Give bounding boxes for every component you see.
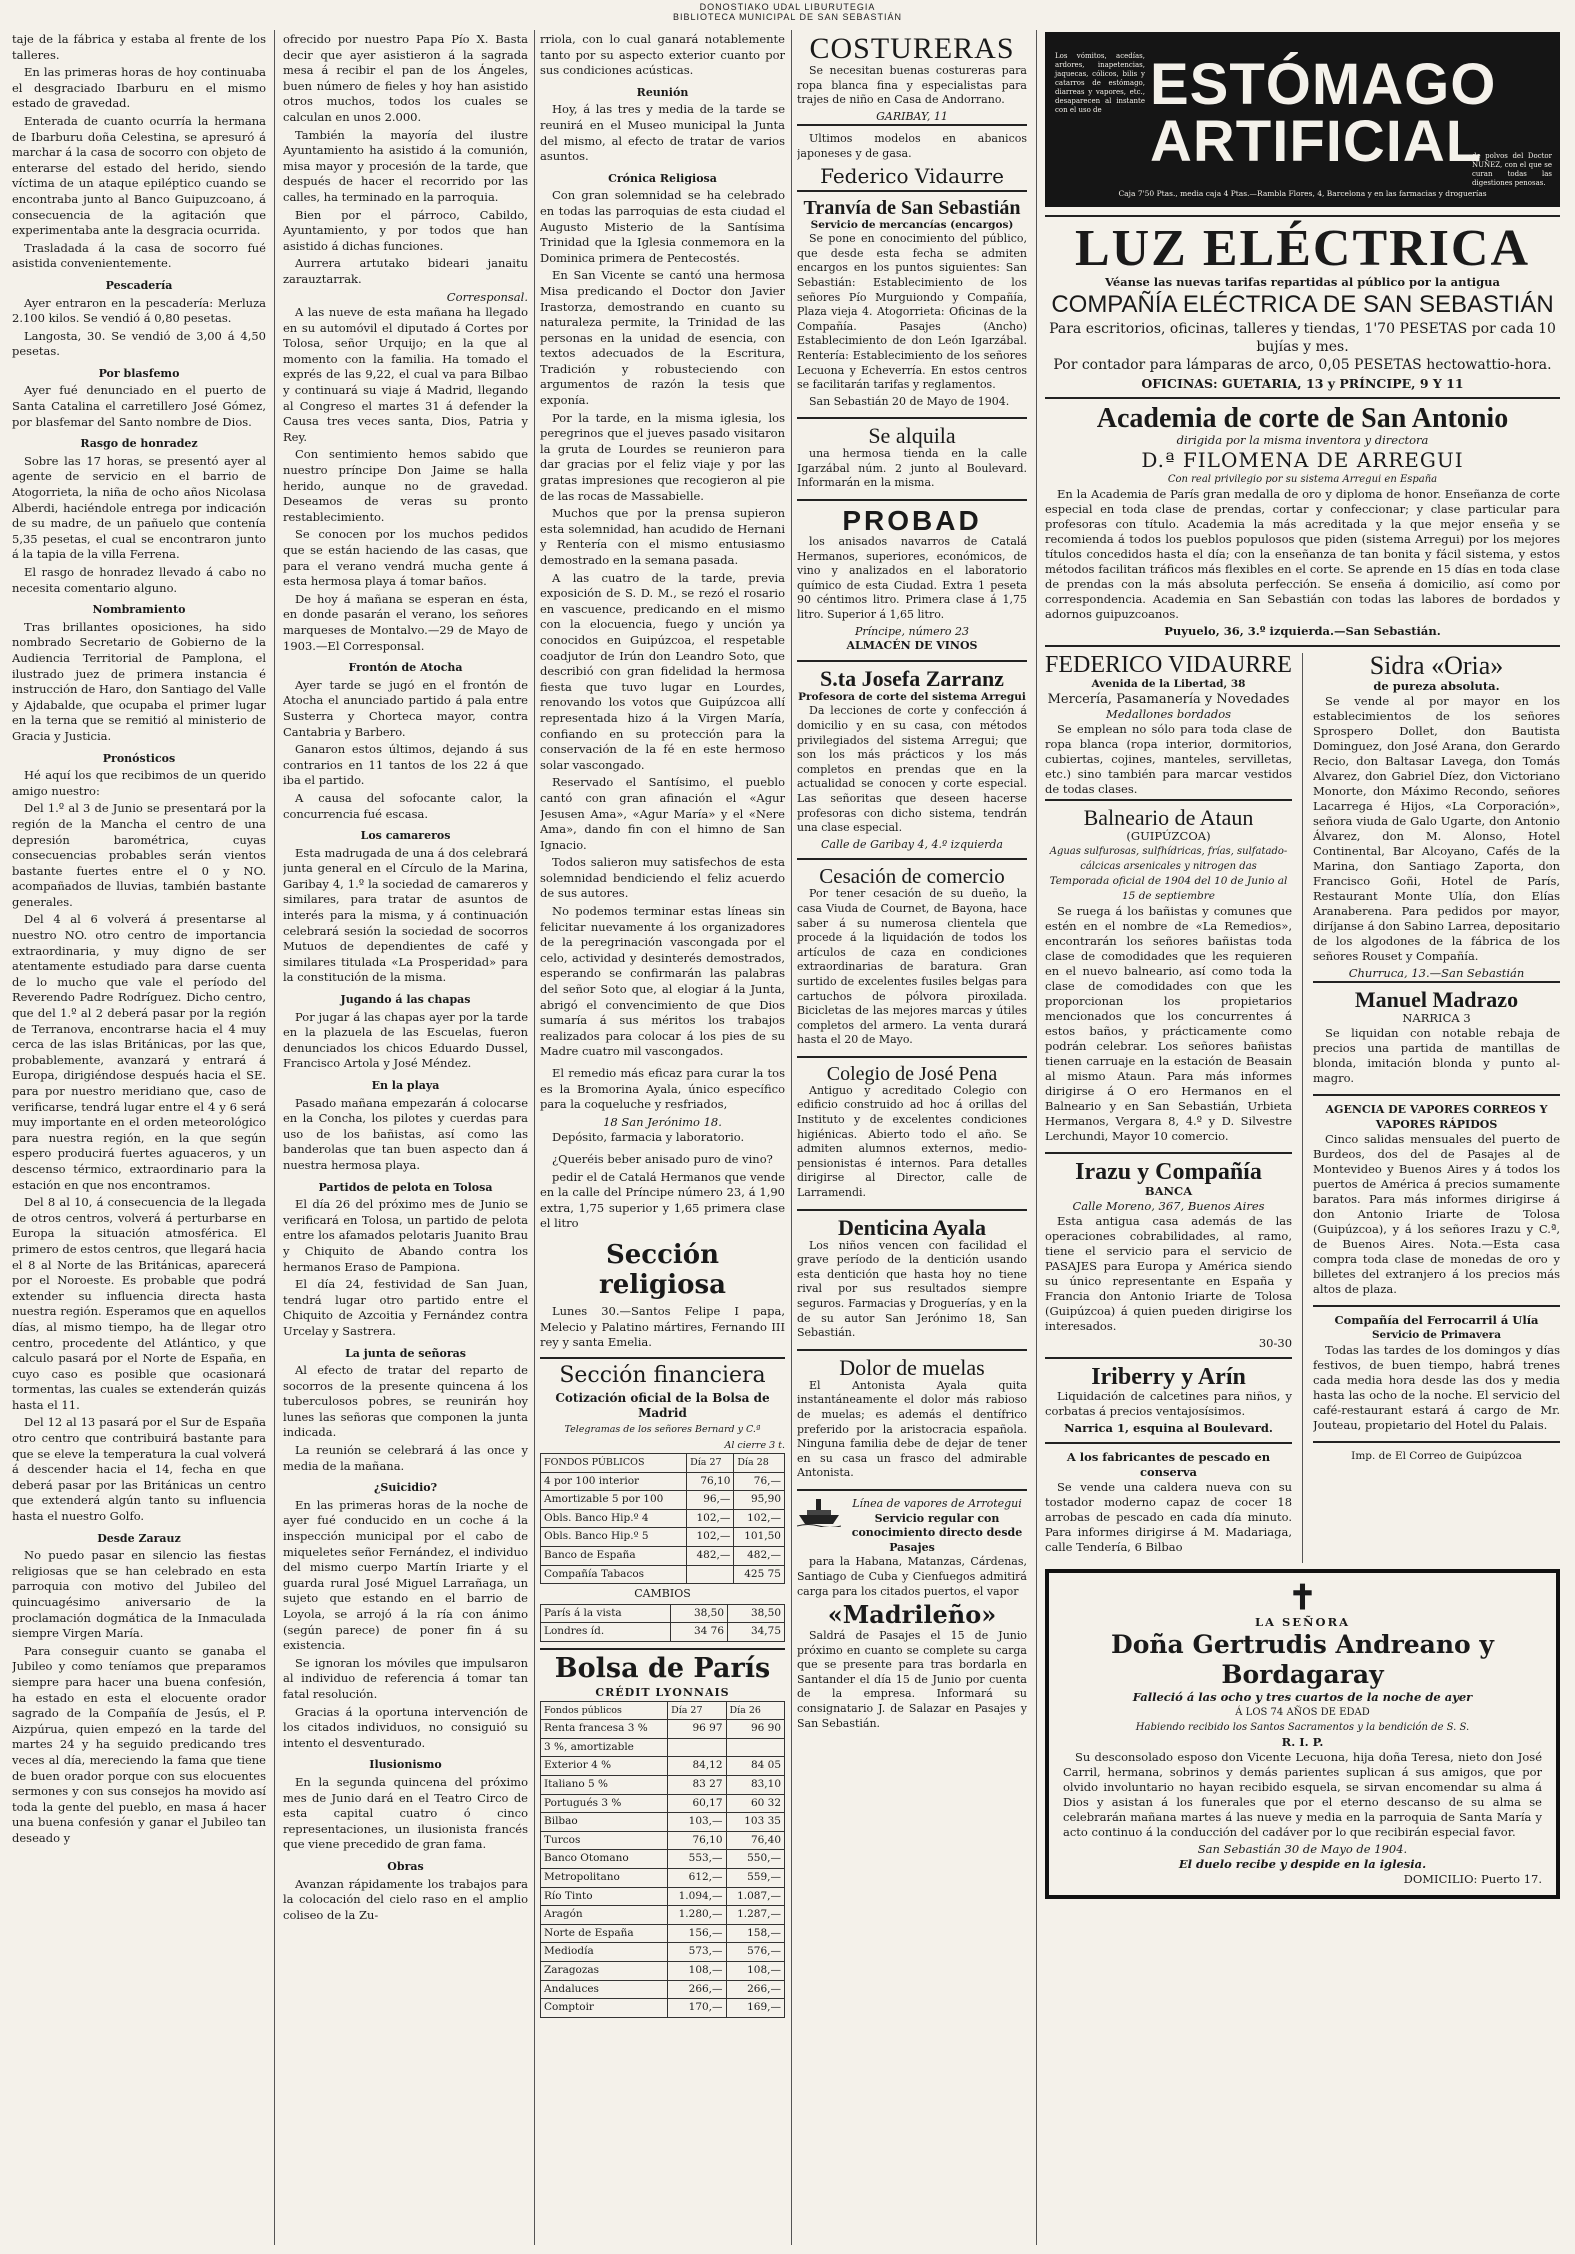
table-row <box>541 1528 785 1547</box>
table-cell-label: Banco de España <box>541 1547 687 1566</box>
paragraph: En San Vicente se cantó una hermosa Misa predicando el Doctor don Javier Irastorza, demostrando en cuanto su naturaleza permite, la Trinidad de las personas en la unidad de esencia, con textos adecuados de la Escritura, Tradición y robusteciendo con argumentos de razón la tesis que exponía. <box>540 268 785 408</box>
ad-text: Los niños vencen con facilidad el grave período de la dentición usando esta dentición que hasta hoy no tiene rival por sus resultados siempre seguros. Farmacias y Droguerías, y en la de su autor San Jerónimo 18, San Sebastián. <box>797 1238 1027 1340</box>
table-row <box>541 1980 785 1999</box>
ad-estomago-line2: ARTIFICIAL <box>1150 109 1483 174</box>
ad-madrazo-title: Manuel Madrazo <box>1354 987 1519 1012</box>
table-cell-value: 83,10 <box>726 1776 784 1795</box>
paragraph: Lunes 30.—Santos Felipe I papa, Melecio y Palatino mártires, Fernando III rey y santa Emelia. <box>540 1303 785 1350</box>
ad-text: Caja 7'50 Ptas., media caja 4 Ptas.—Rambla Flores, 4, Barcelona y en las farmacias y droguerías <box>1118 189 1487 198</box>
table-cell-value: 76,— <box>734 1472 785 1491</box>
table-header: Día 28 <box>734 1454 785 1473</box>
table-cell-value: 38,50 <box>728 1604 785 1623</box>
column-rule <box>274 30 275 2245</box>
paragraph: El día 26 del próximo mes de Junio se verificará en Tolosa, un partido de pelota entre los afamados pelotaris Juanito Brau y Chiquito de Abando contra los hermanos Eraso de Pampiona. <box>283 1197 528 1274</box>
table-row <box>541 1623 785 1642</box>
paragraph: Del 12 al 13 pasará por el Sur de España otro centro que contribuirá bastante para que se eleve la temperatura la cual volverá á descender hacia el 14, fecha en que deberá pasar por las Británicas un centro que extenderá algún tanto su influencia hasta el nuestro Golfo. <box>12 1415 266 1524</box>
section-heading: Jugando á las chapas <box>340 993 471 1007</box>
paragraph: Todos salieron muy satisfechos de esta solemnidad bendiciendo el feliz acuerdo de sus autores. <box>540 855 785 901</box>
paragraph: Muchos que por la prensa supieron esta solemnidad, han acudido de Hernani y Rentería con el mismo entusiasmo demostrado en la semana pasada. <box>540 506 785 567</box>
column-1 <box>12 32 266 2242</box>
ad-estomago-line1: ESTÓMAGO <box>1150 52 1497 117</box>
ad-subtitle: Medallones bordados <box>1105 707 1232 721</box>
table-cell-value: 60,17 <box>668 1794 726 1813</box>
table-row <box>541 1757 785 1776</box>
notice-text: Su desconsolado esposo don Vicente Lecuona, hija doña Teresa, nieto don José Carril, hermana, sobrinos y demás parientes suplican á sus amigos, que por olvido involuntario no hayan recibido esquela, se sirvan encomendar su alma á Dios y asistan á los funerales que por el eterno descanso de su alma se celebrarán mañana martes á las nueve y media en la parroquia de Santa María y acto continuo á la conducción del cadáver por lo que recibirán especial favor. <box>1063 1750 1542 1839</box>
ad-text: Se liquidan con notable rebaja de precios una partida de mantillas de blonda, imitación blonda y punto al-magro. <box>1313 1026 1560 1085</box>
table-row <box>541 1776 785 1795</box>
printer-line: Imp. de El Correo de Guipúzcoa <box>1313 1441 1560 1470</box>
paragraph: Langosta, 30. Se vendió de 3,00 á 4,50 pesetas. <box>12 328 266 359</box>
notice-rip: R. I. P. <box>1281 1735 1324 1749</box>
ad-subtitle: Servicio de Primavera <box>1371 1329 1502 1341</box>
ad-store: ALMACÉN DE VINOS <box>846 639 978 653</box>
table-row <box>541 1794 785 1813</box>
table-row <box>541 1720 785 1739</box>
cambios-table <box>540 1604 785 1642</box>
table-cell-value: 266,— <box>726 1980 784 1999</box>
paragraph: Sobre las 17 horas, se presentó ayer al agente de servicio en el barrio de Atogorrieta, la niña de ocho años Nicolasa Alberdi, haciéndole entrega por indicación de su madre, de un pañuelo que contenía 5,35 pesetas, el cual se encontraron junto á la tapia de la villa Ferrena. <box>12 453 266 562</box>
section-heading: La junta de señoras <box>345 1346 466 1360</box>
credit-lyonnais: CRÉDIT LYONNAIS <box>595 1686 730 1700</box>
ad-address: Calle de Garibay 4, 4.º izquierda <box>821 837 1003 851</box>
ad-dolor-title: Dolor de muelas <box>839 1354 985 1380</box>
table-row <box>541 1565 785 1584</box>
table-cell-value: 34,75 <box>728 1623 785 1642</box>
table-cell-value: 108,— <box>668 1961 726 1980</box>
ad-text: Se vende una caldera nueva con su tostador moderno capaz de cocer 18 arrobas de pescado en cada día minuto. Para informes dirigirse á M. Madariaga, calle Tendería, 6 Bilbao <box>1045 1480 1293 1554</box>
ad-text: una hermosa tienda en la calle Igarzábal núm. 2 junto al Boulevard. Informarán en la misma. <box>797 447 1027 490</box>
table-row <box>541 1509 785 1528</box>
paragraph: Avanzan rápidamente los trabajos para la colocación del cielo raso en el amplio coliseo de la Zu- <box>283 1876 528 1922</box>
table-cell-value: 76,10 <box>668 1831 726 1850</box>
quote-close: Al cierre 3 t. <box>724 1439 785 1451</box>
paragraph: Enterada de cuanto ocurría la hermana de Ibarburu doña Celestina, se apresuró á marchar á la casa de socorro con objeto de enterarse del estado del herido, siendo víctima de un ataque epiléptico cuando se encontraba junto al Banco Guipuzcoano, á consecuencia de la agitación que experimentaba ante la desgracia ocurrida. <box>12 113 266 238</box>
ad-costureras-title: COSTURERAS <box>809 32 1015 65</box>
paragraph: Reservado el Santísimo, el pueblo cantó con gran afinación el «Agur Jesusen Ama», «Agur María» y el «Nere Ama», dando fin con el himno de San Ignacio. <box>540 775 785 852</box>
ad-text: Se vende al por mayor en los establecimientos de los señores Sprospero Dollet, don Bautista Dominguez, don José Arana, don Gerardo Recio, don Baltasar Lavega, don Tomás Alvarez, don Gabriel Díez, don Victoriano Monorte, don Máximo Recondo, señores Lacarrega é Hijos, «La Corporación», señora viuda de Galo Ugarte, don Antonio Álvarez, don M. Alonso, Hotel Continental, Bar Alcoyano, Cafés de la Marina, don Santiago Zaporta, don Francisco Goñi, Hotel de París, Restaurant Monte Ulía, don Elías Aranaberena. Para pedidos por mayor, diríjanse á don Sabino Larrea, depositario de los algodones de la fábrica de los señores Rouset y Compañía. <box>1313 694 1560 963</box>
ad-text: Cinco salidas mensuales del puerto de Burdeos, dos del de Pasajes al de Montevideo y Buenos Aires y á todos los puertos de América á precios sumamente baratos. Para más informes dirigirse á don Antonio Iriarte de Tolosa (Guipúzcoa), y á los señores Irazu y C.ª, de Buenos Aires. Nota.—Esta casa compra toda clase de monedas de oro y billetes del extranjero á los precios más altos de plaza. <box>1313 1132 1560 1296</box>
ad-academia-name: D.ª FILOMENA DE ARREGUI <box>1141 448 1464 472</box>
table-cell-value: 38,50 <box>671 1604 728 1623</box>
address-line: 18 San Jerónimo 18. <box>603 1114 722 1129</box>
paragraph: Con sentimiento hemos sabido que nuestro príncipe Don Jaime se halla herido, aunque no de gravedad. Deseamos de veras su pronto restablecimiento. <box>283 447 528 524</box>
section-heading: En la playa <box>371 1079 440 1092</box>
ship-name: «Madrileño» <box>827 1600 997 1630</box>
column-rule <box>791 30 792 2245</box>
paragraph: Del 1.º al 3 de Junio se presentará por la región de la Mancha el centro de una depresión barométrica, cuyas consecuencias probables serán vientos bastante fuertes entre el 0 y NO. acompañados de lluvias, también bastante generales. <box>12 801 266 909</box>
table-row <box>541 1813 785 1832</box>
table-row <box>541 1961 785 1980</box>
paragraph: Con gran solemnidad se ha celebrado en todas las parroquias de esta ciudad el Augusto Misterio de la Santísima Trinidad que la Iglesia conmemora en la Dominica primera de Pentecostés. <box>540 188 785 265</box>
col5-left-subcolumn <box>1045 653 1292 1563</box>
section-heading: Rasgo de honradez <box>80 437 198 451</box>
ad-text: Se necesitan buenas costureras para ropa blanca fina y especialistas para trajes de niño en Casa de Andorrano. <box>797 64 1027 107</box>
ad-subtitle: dirigida por la misma inventora y directora <box>1176 433 1429 447</box>
quote-source: Telegramas de los señores Bernard y C.ª <box>564 1423 761 1435</box>
paragraph: Ayer entraron en la pescadería: Merluza 2.100 kilos. Se vendió á 0,80 pesetas. <box>12 295 266 326</box>
table-cell-label: Londres íd. <box>541 1623 671 1642</box>
table-cell-label: Norte de España <box>541 1924 668 1943</box>
ad-subtitle: de pureza absoluta. <box>1373 679 1500 693</box>
table-cell-label: Amortizable 5 por 100 <box>541 1491 687 1510</box>
table-row <box>541 1906 785 1925</box>
ad-address: Príncipe, número 23 <box>855 624 969 638</box>
table-row <box>541 1850 785 1869</box>
table-cell-value: 96 97 <box>668 1720 726 1739</box>
notice-address: DOMICILIO: Puerto 17. <box>1403 1872 1542 1886</box>
section-heading: Pescadería <box>105 278 173 292</box>
paragraph: rriola, con lo cual ganará notablemente tanto por su aspecto exterior cuanto por sus condiciones acústicas. <box>540 32 785 78</box>
column-rule <box>534 30 535 2245</box>
paragraph: Hé aquí los que recibimos de un querido amigo nuestro: <box>12 768 266 798</box>
table-cell-value: 102,— <box>734 1509 785 1528</box>
paragraph: Del 8 al 10, á consecuencia de la llegada de otros centros, volverá á perturbarse en Europa la situación atmosférica. El primero de estos centros, que llegará hacia el 8 al Norte de las Británicas, aparecerá por el Noroeste. Es probable que podrá extender su influencia directa hasta nuestra región. Esperamos que en aquellos días, al mismo tiempo, ha de llegar otro centro, procedente del Atlántico, y que calculo pasará por el Norte de España, en cuyo caso es posible que ocasionará tormentas, las cuales se extenderán quizás hasta el 11. <box>12 1195 266 1412</box>
table-cell-label: 3 %, amortizable <box>541 1738 668 1757</box>
table-row <box>541 1491 785 1510</box>
ad-denticina-title: Denticina Ayala <box>837 1214 987 1240</box>
ad-subtitle: Servicio de mercancías (encargos) <box>810 218 1014 231</box>
ad-season: Temporada oficial de 1904 del 10 de Junio al 15 de septiembre <box>1049 875 1288 902</box>
ad-text: Por tener cesación de su dueño, la casa Viuda de Cournet, de Bayona, hace saber á su numerosa clientela que procede á la liquidación de todos los artículos de caza en condiciones extraordinarias de baratura. Gran surtido de excelentes fusiles belgas para cartuchos de pólvora piroxilada. Bicicletas de las mejores marcas y útiles completos del armero. La venta durará hasta el 20 de Mayo. <box>797 887 1027 1047</box>
ad-text: Por contador para lámparas de arco, 0,05 PESETAS hectowattio-hora. <box>1053 357 1552 373</box>
table-cell-label: Andaluces <box>541 1980 668 1999</box>
paragraph: No podemos terminar estas líneas sin felicitar nuevamente á los organizadores de la peregrinación vascongada por el celo, actividad y desinterés demostrados, esperando se confirmarán las palabras del señor Soto que, al elogiar á la Junta, abrigó el convencimiento de que Dios sumaría á sus méritos los trabajos realizados para colocar á los pies de su Madre cuatro mil vascongados. <box>540 904 785 1059</box>
table-cell-value: 60 32 <box>726 1794 784 1813</box>
ad-text: En la Academia de París gran medalla de oro y diploma de honor. Enseñanza de corte especial en toda clase de prendas, cortar y confeccionar; y clase particular para profesoras con título. Academia la más acreditada y la que mejor enseña y se recomienda á todos los pueblos populosos que piden (sistema Arregui) por los mejores títulos concedidos hasta el día; con la enseñanza de tan bonita y fácil sistema, y estos métodos facilitan tráficos más flexibles en el corte. Se aprende en 15 días en toda clase de prendas con la más absoluta perfección. Se enseña á domicilio, así como por correspondencia. Academia en San Sebastián con todas las labores de bordados y adornos guipuzcoanos. <box>1045 487 1560 621</box>
signature: Corresponsal. <box>446 289 528 304</box>
deceased-name: Doña Gertrudis Andreano y Bordagaray <box>1111 1630 1494 1689</box>
paragraph: A causa del sofocante calor, la concurrencia fué escasa. <box>283 790 528 821</box>
ad-text: Los vómitos, acedías, ardores, inapetencias, jaquecas, cólicos, bilis y catarros de estómago, diarreas y vapores, etc., desaparecen al instante con el uso de <box>1055 52 1145 114</box>
paragraph: Pasado mañana empezarán á colocarse en la Concha, los pilotes y cuerdas para uso de los bañistas, así como las banderolas que tan buen aspecto dan á nuestra hermosa playa. <box>283 1095 528 1172</box>
ad-luz-title: LUZ ELÉCTRICA <box>1074 220 1531 277</box>
notice-text: El duelo recibe y despide en la iglesia. <box>1178 1857 1427 1871</box>
table-cell-value: 169,— <box>726 1999 784 2018</box>
table-cell-value: 101,50 <box>734 1528 785 1547</box>
section-heading: Obras <box>387 1859 424 1873</box>
table-cell-value: 612,— <box>668 1868 726 1887</box>
paragraph: Ayer fué denunciado en el puerto de Santa Catalina el carretillero José Gómez, por blasfemar del Santo nombre de Dios. <box>12 383 266 429</box>
library-stamp <box>0 2 1575 22</box>
table-cell-value: 108,— <box>726 1961 784 1980</box>
ad-subtitle: Véanse las nuevas tarifas repartidas al público por la antigua <box>1104 275 1500 289</box>
table-header: FONDOS PÚBLICOS <box>541 1454 687 1473</box>
table-cell-label: Zaragozas <box>541 1961 668 1980</box>
table-cell-label: Metropolitano <box>541 1868 668 1887</box>
ad-text: El Antonista Ayala quita instantáneamente el dolor más rabioso de muelas; es además el dentífrico preferido por la aristocracia española. Ninguna familia debe de dejar de tener en su casa un frasco del admirable Antonista. <box>797 1378 1027 1480</box>
ad-text: los anisados navarros de Catalá Hermanos, superiores, económicos, de vino y analizados en el laboratorio químico de esta Ciudad. Extra 1 peseta 90 céntimos litro. Primera clase á 1,75 litro. Superior á 1,65 litro. <box>797 535 1027 622</box>
paragraph: Esta madrugada de una á dos celebrará junta general en el Círculo de la Marina, Garibay 4, 1.º la sociedad de camareros y similares, para tratar de asuntos de interés para la misma, y á continuación celebrará sesión la sociedad de socorros Mutuos de dependientes de café y similares titulada «La Prosperidad» para la constitución de la misma. <box>283 845 528 985</box>
table-cell-label: Obls. Banco Hip.º 4 <box>541 1509 687 1528</box>
ad-probad-title: PROBAD <box>842 505 982 537</box>
ad-address: Puyuelo, 36, 3.º izquierda.—San Sebastián. <box>1164 624 1441 638</box>
paragraph: No puedo pasar en silencio las fiestas religiosas que se han celebrado en esta parroquia con motivo del Jubileo del quincuagésimo aniversario de la proclamación dogmática de la Inmaculada siempre Virgen María. <box>12 1548 266 1641</box>
ad-vidaurre-title: FEDERICO VIDAURRE <box>1045 653 1292 678</box>
table-header: Día 26 <box>726 1701 784 1720</box>
stamp-line-1: DONOSTIAKO UDAL LIBURUTEGIA <box>699 2 876 12</box>
paragraph: A las cuatro de la tarde, previa exposición de S. D. M., se rezó el rosario en vascuence, predicando en el mismo con la elocuencia, fuego y unción ya conocidos en Guipúzcoa, el respetable coadjutor de Irún don Leandro Soto, que describió con gran fidelidad la hermosa fiesta que tuvo lugar en Lourdes, renovando los votos que Guipúzcoa allí representada hizo á la Virgen María, confiando en su protección para la conservación de la fé en este hermoso solar vascongado. <box>540 570 785 772</box>
paragraph: El día 24, festividad de San Juan, tendrá lugar otro partido entre el Chiquito de Azcoitia y Fernández contra Urcelay y Sastrera. <box>283 1277 528 1338</box>
paragraph: Ganaron estos últimos, dejando á sus contrarios en 11 tantos de los 22 á que iba el partido. <box>283 742 528 788</box>
table-cell-value: 170,— <box>668 1999 726 2018</box>
paragraph: pedir el de Catalá Hermanos que vende en la calle del Príncipe número 23, á 1,90 extra, 1,75 superior y 1,65 primera clase el litro <box>540 1169 785 1231</box>
section-heading: ¿Suicidio? <box>373 1481 438 1495</box>
section-heading: Por blasfemo <box>98 366 180 380</box>
table-row <box>541 1604 785 1623</box>
column-5 <box>1045 32 1560 2242</box>
table-cell-value: 158,— <box>726 1924 784 1943</box>
table-cell-value: 573,— <box>668 1943 726 1962</box>
column-4 <box>797 32 1027 2242</box>
table-cell-value: 1.087,— <box>726 1887 784 1906</box>
table-cell-value: 102,— <box>687 1528 734 1547</box>
paragraph: ofrecido por nuestro Papa Pío X. Basta decir que ayer asistieron á la sagrada mesa á recibir el pan de los Ángeles, buen número de fieles y hoy han asistido otros muchos, todos los cuales se calculan en unos 2.000. <box>283 32 528 124</box>
table-cell-value: 103,— <box>668 1813 726 1832</box>
table-cell-value: 553,— <box>668 1850 726 1869</box>
ad-text: Liquidación de calcetines para niños, y corbatas á precios ventajosísimos. <box>1045 1389 1293 1418</box>
paragraph: Depósito, farmacia y laboratorio. <box>552 1130 745 1145</box>
ad-address: Calle Moreno, 367, Buenos Aires <box>1072 1199 1265 1213</box>
paragraph: Se conocen por los muchos pedidos que se están haciendo de las casas, que para el verano vendrá mucha gente á esta hermosa playa á tomar baños. <box>283 527 528 589</box>
table-header: Fondos públicos <box>541 1701 668 1720</box>
table-cell-value: 482,— <box>687 1547 734 1566</box>
paragraph: En las primeras horas de hoy continuaba el desgraciado Ibarburu en el mismo estado de gravedad. <box>12 65 266 111</box>
ad-text: de polvos del Doctor NUÑEZ, con el que se curan todas las digestiones penosas. <box>1472 152 1552 187</box>
ad-subtitle: Servicio regular con conocimiento directo desde Pasajes <box>851 1511 1023 1554</box>
paragraph: Gracias á la oportuna intervención de los citados individuos, no consiguió su intento el desventurado. <box>283 1704 528 1750</box>
table-cell-value: 76,10 <box>687 1472 734 1491</box>
table-cell-label: Bilbao <box>541 1813 668 1832</box>
ad-text: Saldrá de Pasajes el 15 de Junio próximo en cuanto se complete su carga que se presente para tras bordarla en Santander el día 15 de Junio por cuenta de la empresa. Informará su consignatario J. de Salazar en Pasajes y San Sebastián. <box>797 1629 1027 1730</box>
table-row <box>541 1831 785 1850</box>
ad-luz-company: COMPAÑÍA ELÉCTRICA DE SAN SEBASTIÁN <box>1051 291 1554 318</box>
notice-heading: LA SEÑORA <box>1254 1615 1351 1629</box>
table-cell-value: 1.094,— <box>668 1887 726 1906</box>
table-row <box>541 1924 785 1943</box>
ad-irazu-title: Irazu y Compañía <box>1075 1159 1262 1185</box>
ad-number: 30-30 <box>1258 1336 1293 1350</box>
ad-estomago-artificial <box>1045 32 1560 207</box>
ad-address: OFICINAS: GUETARIA, 13 y PRÍNCIPE, 9 Y 11 <box>1141 376 1464 391</box>
paragraph: taje de la fábrica y estaba al frente de los talleres. <box>12 32 266 62</box>
table-cell-value: 425 75 <box>734 1565 785 1584</box>
cambios-heading: CAMBIOS <box>634 1587 691 1601</box>
table-cell-value: 102,— <box>687 1509 734 1528</box>
table-cell-value: 96 90 <box>726 1720 784 1739</box>
ad-academia-title: Academia de corte de San Antonio <box>1096 403 1509 434</box>
table-cell-value: 1.287,— <box>726 1906 784 1925</box>
ad-text: Se ruega á los bañistas y comunes que estén en el nombre de «La Remedios», encontrarán los señores bañistas toda clase de comodidades que les requieren en el nuevo balneario, así como toda la clase de comodidades con que les proporcionan los propietarios mencionados que los concurrentes á estos baños, y prácticamente como podrán celebrar. Los señores bañistas tienen carruaje en la estación de Beasain al mismo Ataun. Para más informes dirigirse á O ero Hermanos en el Balneario y en San Sebastián, Urbieta Hermanos, Vergara 8, 4.º y D. Silvestre Lerchundi, Mayor 10 comercio. <box>1045 904 1293 1143</box>
section-heading: Partidos de pelota en Tolosa <box>318 1180 493 1194</box>
table-cell-label: Aragón <box>541 1906 668 1925</box>
paragraph: También la mayoría del ilustre Ayuntamiento ha asistido á la comunión, misa mayor y procesión de la tarde, que después de hacer el recorrido por las calles, ha terminado en la parroquia. <box>283 127 528 204</box>
paragraph: Trasladada á la casa de socorro fué asistida convenientemente. <box>12 240 266 271</box>
section-heading: Nombramiento <box>92 603 186 617</box>
quote-title: Cotización oficial de la Bolsa de Madrid <box>555 1390 770 1421</box>
cross-icon: ✝ <box>1288 1578 1317 1618</box>
table-header: Día 27 <box>668 1701 726 1720</box>
ad-arrotegui-title: Línea de vapores de Arrotegui <box>852 1496 1022 1510</box>
section-heading: Frontón de Atocha <box>348 661 463 675</box>
table-cell-value: 96,— <box>687 1491 734 1510</box>
table-cell-value: 156,— <box>668 1924 726 1943</box>
paragraph: De hoy á mañana se esperan en ésta, en donde pasarán el verano, los señores marqueses de Montalvo.—29 de Mayo de 1903.—El Corresponsal. <box>283 591 528 653</box>
column-rule <box>1036 30 1037 2245</box>
section-heading: Reunión <box>636 85 689 99</box>
table-cell-value: 95,90 <box>734 1491 785 1510</box>
ad-vidaurre-name: Federico Vidaurre <box>820 163 1004 188</box>
ad-text: Todas las tardes de los domingos y días festivos, de buen tiempo, habrá trenes cada media hora desde las dos y media hasta las ocho de la noche. El servicio del café-restaurant estará á cargo de Mr. Jouteau, propietario del Hotel du Palais. <box>1313 1343 1560 1432</box>
section-heading-financiera: Sección financiera <box>559 1362 766 1388</box>
table-cell-value: 576,— <box>726 1943 784 1962</box>
ad-pena-title: Colegio de José Pena <box>826 1062 998 1085</box>
paragraph: El rasgo de honradez llevado á cabo no necesita comentario alguno. <box>12 565 266 595</box>
ad-text: Ultimos modelos en abanicos japoneses y de gasa. <box>797 132 1027 160</box>
ad-balneario-title: Balneario de Ataun <box>1083 805 1254 830</box>
ad-text: Da lecciones de corte y confección á domicilio y en su casa, con métodos privilegiados del sistema Arregui; que son los más prácticos y los más completos en prendas que en la actualidad se conocen y corte especial. Las señoritas que deseen hacerse profesoras con dicho sistema, tendrán una clase especial. <box>797 704 1027 835</box>
table-cell-value: 482,— <box>734 1547 785 1566</box>
paragraph: A las nueve de esta mañana ha llegado en su automóvil el diputado á Cortes por Tolosa, señor Urquijo; en la que al momento con la familia. Ha tomado el exprés de las 9,22, el cual va para Bilbao y continuará su viaje á Madrid, llegando al Congreso el martes 31 á defender la Causa tres veces santa, Dios, Patria y Rey. <box>283 305 528 444</box>
ad-address: Narrica 1, esquina al Boulevard. <box>1064 1421 1273 1435</box>
ad-subtitle: (GUIPÚZCOA) <box>1126 829 1211 843</box>
table-row <box>541 1887 785 1906</box>
ad-text: Esta antigua casa además de las operaciones cobrabilidades, al ramo, tiene el servicio para el servicio de PASAJES para Europa y América siendo su único representante en España y Francia don Antonio Iriarte de Tolosa (Guipúzcoa) á quien pueden dirigirse los interesados. <box>1045 1214 1293 1333</box>
col5-right-subcolumn <box>1313 653 1560 1563</box>
table-header: Día 27 <box>687 1454 734 1473</box>
table-row <box>541 1868 785 1887</box>
ad-alquila-title: Se alquila <box>868 423 956 449</box>
paragraph: ¿Queréis beber anisado puro de vino? <box>552 1151 773 1166</box>
table-row <box>541 1943 785 1962</box>
ad-zarranz-title: S.ta Josefa Zarranz <box>820 665 1004 691</box>
section-heading: Desde Zarauz <box>97 1531 181 1545</box>
table-cell-label: Río Tinto <box>541 1887 668 1906</box>
death-notice <box>1045 1569 1560 1899</box>
paragraph: En las primeras horas de la noche de ayer fué conducido en un coche á la inspección municipal por el cabo de miqueletes señor Fernández, el individuo del mismo cuerpo Martín Iriarte y el guarda rural José Miguel Larrañaga, un sujeto que estando en el barrio de Loyola, se arrojó á la ría con ánimo (según parece) de poner fin á su existencia. <box>283 1497 528 1653</box>
ad-text: Se emplean no sólo para toda clase de ropa blanca (ropa interior, dormitorios, cubiertas, cojines, manteles, servilletas, etc.) sino también para marcar vestidos de todas clases. <box>1045 722 1293 796</box>
table-cell-value: 84,12 <box>668 1757 726 1776</box>
paragraph: Bien por el párroco, Cabildo, Ayuntamiento, y por todos que han asistido á dichas funciones. <box>283 207 528 253</box>
table-cell-label: Banco Otomano <box>541 1850 668 1869</box>
steamship-icon <box>797 1497 841 1527</box>
stamp-line-2: BIBLIOTECA MUNICIPAL DE SAN SEBASTIÁN <box>672 12 903 22</box>
bolsa-paris-title: Bolsa de París <box>554 1653 771 1685</box>
paris-quote-table <box>540 1701 785 2018</box>
paragraph: La reunión se celebrará á las once y media de la mañana. <box>283 1443 528 1473</box>
table-row <box>541 1999 785 2018</box>
table-cell-label: Portugués 3 % <box>541 1794 668 1813</box>
table-row <box>541 1738 785 1757</box>
table-cell-label: Exterior 4 % <box>541 1757 668 1776</box>
table-cell-value: 1.280,— <box>668 1906 726 1925</box>
paragraph: Por la tarde, en la misma iglesia, los peregrinos que el jueves pasado visitaron la gruta de Lourdes se reunieron para dar gracias por el feliz viaje y por las gratas impresiones que recogieron al pie de las rocas de Massabielle. <box>540 410 785 503</box>
table-cell-label: 4 por 100 interior <box>541 1472 687 1491</box>
notice-text: Habiendo recibido los Santos Sacramentos y la bendición de S. S. <box>1135 1722 1470 1733</box>
paragraph: Al efecto de tratar del reparto de socorros de la presente quincena á los tuberculosos pobres, se reunirán hoy lunes las señoras que componen la junta indicada. <box>283 1363 528 1440</box>
table-row <box>541 1472 785 1491</box>
table-cell-label: Obls. Banco Hip.º 5 <box>541 1528 687 1547</box>
paragraph: Para conseguir cuanto se ganaba el Jubileo y como teníamos que preparamos siempre para hacer una buena confesión, ha estado en esta el elocuente orador sagrado de la Compañía de Jesús, el P. Aizpúrua, quien empezó en la tarde del martes 24 y ha seguido predicando tres veces al día, mereciendo la fama que tiene de buen orador porque con sus elocuentes sermones y con sus consejos ha movido así toda la gente del pueblo, en masa á hacer una buena confesión y ganar el Jubileo tan deseado y <box>12 1643 266 1845</box>
ad-address: Churruca, 13.—San Sebastián <box>1348 966 1525 980</box>
ad-text: Antiguo y acreditado Colegio con edificio construido ad hoc á orillas del Instituto y de excelentes condiciones higiénicas. Abierto todo el año. Se admiten alumnos externos, medio-pensionistas é internos. Para detalles dirigirse al Director, calle de Larramendi. <box>797 1083 1027 1200</box>
ad-cesacion-title: Cesación de comercio <box>819 864 1005 889</box>
table-cell-label: Compañía Tabacos <box>541 1565 687 1584</box>
paragraph: El remedio más eficaz para curar la tos es la Bromorina Ayala, único específico para la coqueluche y resfriados, <box>540 1066 785 1112</box>
table-cell-label: Comptoir <box>541 1999 668 2018</box>
ad-subtitle: Mercería, Pasamanería y Novedades <box>1047 692 1290 707</box>
table-cell-value <box>726 1738 784 1757</box>
ad-address: Avenida de la Libertad, 38 <box>1091 678 1246 690</box>
paragraph: Hoy, á las tres y media de la tarde se reunirá en el Museo municipal la Junta del mismo, al efecto de tratar de varios asuntos. <box>540 102 785 164</box>
section-heading-religiosa: Sección religiosa <box>599 1239 726 1300</box>
ad-text: para la Habana, Matanzas, Cárdenas, Santiago de Cuba y Cienfuegos admitirá carga para los citados puertos, el vapor <box>797 1555 1027 1598</box>
ad-subtitle: Con real privilegio por su sistema Arregui en España <box>1167 474 1438 485</box>
ad-subtitle: Profesora de corte del sistema Arregui <box>798 690 1026 703</box>
paragraph: Aurrera artutako bideari janaitu zarauztarrak. <box>283 256 528 286</box>
ad-agencia-title: AGENCIA DE VAPORES CORREOS Y VAPORES RÁPIDOS <box>1325 1103 1548 1131</box>
paragraph: Del 4 al 6 volverá á presentarse al nuestro NO. otro centro de importancia extraordinaria, y muy digno de ser atentamente estudiado para darse cuenta de lo mucho que vale el período del Reverendo Padre Rodríguez. Dicho centro, que del 1.º al 2 deberá pasar por la región de Terranova, encontrarse hacia el 4 muy cerca de las islas Británicas, por las que, probablemente, avanzará y entrará á Europa, dirigiéndose después hacia el SE. para por nuestro meridiano que, caso de verificarse, tendrá lugar entre el 4 y 6 será muy importante en el orden meteorológico para nuestra región, en la que según espero producirá fuertes aguaceros, y un descenso térmico, extraordinario para la estación en que nos encontramos. <box>12 912 266 1192</box>
paragraph: Por jugar á las chapas ayer por la tarde en la plazuela de las Escuelas, fueron denunciados los chicos Eduardo Dussel, Francisco Artola y José Méndez. <box>283 1009 528 1071</box>
column-3 <box>540 32 785 2242</box>
section-heading: Pronósticos <box>102 751 176 765</box>
ad-fabricantes-title: A los fabricantes de pescado en conserva <box>1066 1450 1271 1479</box>
notice-date: San Sebastián 30 de Mayo de 1904. <box>1197 1842 1408 1856</box>
ad-text: Para escritorios, oficinas, talleres y tiendas, 1'70 PESETAS por cada 10 bujías y mes. <box>1049 321 1556 355</box>
table-cell-label: Renta francesa 3 % <box>541 1720 668 1739</box>
ad-iriberry-title: Iriberry y Arín <box>1091 1364 1246 1390</box>
table-cell-value: 34 76 <box>671 1623 728 1642</box>
paragraph: Ayer tarde se jugó en el frontón de Atocha el anunciado partido á pala entre Susterra y Chorteca mayor, contra Cantabria y Barbero. <box>283 677 528 739</box>
paragraph: Tras brillantes oposiciones, ha sido nombrado Secretario de Gobierno de la Audiencia Territorial de Pamplona, el ilustrado juez de primera instancia é instrucción de Haro, don Santiago del Valle y Ajdabalde, que ocupaba el primer lugar en la terna que se remitió al ministerio de Gracia y Justicia. <box>12 619 266 743</box>
ad-sidra-title: Sidra «Oria» <box>1369 653 1504 680</box>
ad-tranvia-title: Tranvía de San Sebastián <box>803 196 1021 219</box>
table-cell-value: 103 35 <box>726 1813 784 1832</box>
table-row <box>541 1547 785 1566</box>
table-cell-value: 559,— <box>726 1868 784 1887</box>
paragraph: Se ignoran los móviles que impulsaron al individuo de referencia á tomar tan fatal resolución. <box>283 1655 528 1701</box>
table-cell-label: Turcos <box>541 1831 668 1850</box>
section-heading: Ilusionismo <box>369 1758 442 1772</box>
ad-address: NARRICA 3 <box>1402 1011 1471 1025</box>
table-cell-value: 84 05 <box>726 1757 784 1776</box>
table-cell-value: 76,40 <box>726 1831 784 1850</box>
madrid-quote-table <box>540 1453 785 1584</box>
ad-subtitle: Aguas sulfurosas, sulfhídricas, frías, sulfatado-cálcicas arsenicales y nitrogen das <box>1049 846 1288 872</box>
table-cell-value <box>687 1565 734 1584</box>
table-cell-value: 266,— <box>668 1980 726 1999</box>
table-cell-value: 550,— <box>726 1850 784 1869</box>
table-cell-label: París á la vista <box>541 1604 671 1623</box>
notice-text: Falleció á las ocho y tres cuartos de la noche de ayer <box>1132 1690 1473 1704</box>
table-cell-label: Mediodía <box>541 1943 668 1962</box>
ad-address: GARIBAY, 11 <box>876 109 948 123</box>
table-cell-label: Italiano 5 % <box>541 1776 668 1795</box>
table-cell-value <box>668 1738 726 1757</box>
notice-text: Á LOS 74 AÑOS DE EDAD <box>1235 1707 1370 1718</box>
table-cell-value: 83 27 <box>668 1776 726 1795</box>
column-2 <box>283 32 528 2242</box>
section-heading: Los camareros <box>360 829 451 843</box>
ad-text: Se pone en conocimiento del público, que desde esta fecha se admiten encargos en los puntos siguientes: San Sebastián: Establecimiento de los señores Pío Murguiondo y Compañía, Plaza vieja 4. Atogorrieta: Oficinas de la Compañía. Pasajes (Ancho) Establecimiento de don León Igarzábal. Rentería: Establecimiento de los señores Lecuona y Echeverría. En estos centros se facilitarán tarifas y reglamentos. <box>797 232 1027 392</box>
section-heading: Crónica Religiosa <box>608 171 717 185</box>
ad-date: San Sebastián 20 de Mayo de 1904. <box>809 394 1010 408</box>
paragraph: En la segunda quincena del próximo mes de Junio dará en el Teatro Circo de esta capital cuatro ó cinco representaciones, un ilusionista francés que viene precedido de gran fama. <box>283 1774 528 1852</box>
ad-subtitle: BANCA <box>1144 1184 1193 1198</box>
ad-ferrocarril-title: Compañía del Ferrocarril á Ulía <box>1334 1313 1539 1327</box>
